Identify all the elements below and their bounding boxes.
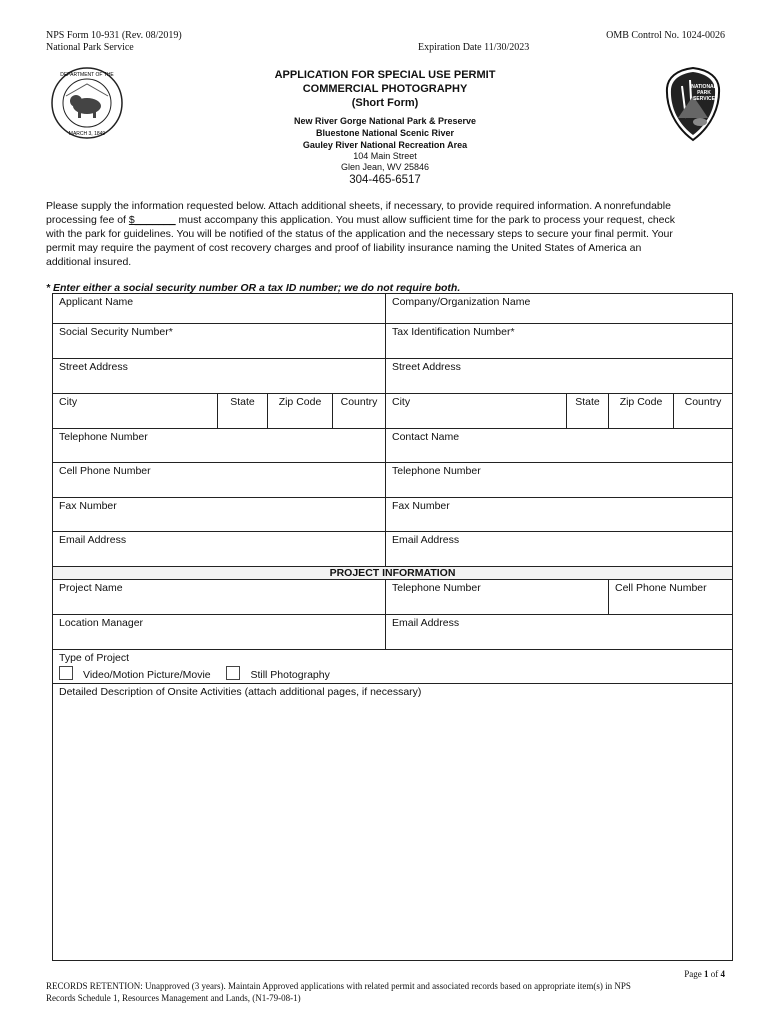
svg-text:NATIONAL: NATIONAL xyxy=(691,84,717,90)
zip-left-field[interactable] xyxy=(268,394,333,429)
svg-text:SERVICE: SERVICE xyxy=(693,96,715,102)
description-label: Detailed Description of Onsite Activities (attach additional pages, if necessary) xyxy=(59,686,422,698)
tax-id-label: Tax Identification Number* xyxy=(392,326,515,338)
intro-line-5: additional insured. xyxy=(46,256,132,268)
email-label: Email Address xyxy=(392,617,460,629)
telephone-label: Telephone Number xyxy=(59,431,148,443)
type-of-project-field xyxy=(53,650,733,684)
email-left-field[interactable] xyxy=(53,532,386,567)
intro-paragraph xyxy=(46,199,726,269)
still-photography-checkbox[interactable] xyxy=(226,666,240,680)
city-label: City xyxy=(59,396,78,408)
fax-right-field[interactable] xyxy=(386,498,733,532)
form-subtitle: COMMERCIAL PHOTOGRAPHY xyxy=(302,83,468,95)
park-name-1: New River Gorge National Park & Preserve xyxy=(293,116,477,126)
intro-line-2: processing fee of $_______ must accompany this application. You must allow sufficient time for the park to process your request, check xyxy=(46,214,675,226)
location-manager-label: Location Manager xyxy=(59,617,144,629)
agency-name: National Park Service xyxy=(46,42,134,53)
project-info-heading: PROJECT INFORMATION xyxy=(53,567,733,580)
video-checkbox[interactable] xyxy=(59,666,73,680)
email-label: Email Address xyxy=(392,534,460,546)
fax-left-field[interactable] xyxy=(53,498,386,532)
street-address-left-field[interactable] xyxy=(53,359,386,394)
intro-line-3: with the park for guidelines. You will be notified of the status of the application and the necessary steps to secure your final permit. Your xyxy=(46,228,673,240)
form-number: NPS Form 10-931 (Rev. 08/2019) xyxy=(46,30,182,41)
form-variant: (Short Form) xyxy=(351,97,419,109)
expiration-date: Expiration Date 11/30/2023 xyxy=(418,42,530,53)
park-name-3: Gauley River National Recreation Area xyxy=(302,140,468,150)
project-name-label: Project Name xyxy=(59,582,123,594)
cell-phone-label: Cell Phone Number xyxy=(59,465,151,477)
state-label: State xyxy=(575,396,600,408)
project-name-field[interactable] xyxy=(53,580,386,615)
video-option-label: Video/Motion Picture/Movie xyxy=(83,669,211,681)
applicant-name-label: Applicant Name xyxy=(59,296,134,308)
fee-blank: $_______ xyxy=(128,214,176,226)
fax-label: Fax Number xyxy=(392,500,450,512)
park-address-1: 104 Main Street xyxy=(353,151,417,161)
city-left-field[interactable] xyxy=(53,394,218,429)
park-name-2: Bluestone National Scenic River xyxy=(315,128,455,138)
still-option-label: Still Photography xyxy=(250,669,330,681)
state-label: State xyxy=(230,396,255,408)
state-right-field[interactable] xyxy=(567,394,609,429)
project-telephone-field[interactable] xyxy=(386,580,609,615)
svg-text:DEPARTMENT OF THE: DEPARTMENT OF THE xyxy=(60,72,114,78)
email-right-field[interactable] xyxy=(386,532,733,567)
country-left-field[interactable] xyxy=(333,394,386,429)
type-of-project-label: Type of Project xyxy=(59,652,130,664)
telephone-right-field[interactable] xyxy=(386,463,733,498)
ssn-label: Social Security Number* xyxy=(59,326,173,338)
title-block xyxy=(185,68,585,188)
email-label: Email Address xyxy=(59,534,127,546)
city-label: City xyxy=(392,396,411,408)
project-email-field[interactable] xyxy=(386,615,733,650)
omb-control: OMB Control No. 1024-0026 xyxy=(606,30,725,41)
ssn-note: * Enter either a social security number OR a tax ID number; we do not require both. xyxy=(46,282,461,294)
contact-name-field[interactable] xyxy=(386,429,733,463)
country-label: Country xyxy=(340,396,378,408)
cell-phone-field[interactable] xyxy=(53,463,386,498)
svg-text:MARCH 3, 1849: MARCH 3, 1849 xyxy=(68,131,106,137)
intro-line-1: Please supply the information requested below. Attach additional sheets, if necessary, to provide required information. A nonrefundable xyxy=(46,200,671,212)
park-address-2: Glen Jean, WV 25846 xyxy=(340,162,430,172)
form-title: APPLICATION FOR SPECIAL USE PERMIT xyxy=(274,69,496,81)
country-right-field[interactable] xyxy=(674,394,733,429)
zip-right-field[interactable] xyxy=(609,394,674,429)
application-form xyxy=(52,293,733,961)
tax-id-field[interactable] xyxy=(386,324,733,359)
retention-line-1: RECORDS RETENTION: Unapproved (3 years). Maintain Approved applications with related permit and associated records based on appropriate item(s) in NPS xyxy=(46,981,631,991)
nps-arrowhead-icon xyxy=(664,66,722,142)
intro-line-4: permit may require the payment of cost recovery charges and proof of liability insurance naming the United States of America an xyxy=(46,242,642,254)
page-number: Page 1 of 4 xyxy=(684,969,725,979)
records-retention xyxy=(46,980,736,1004)
zip-label: Zip Code xyxy=(278,396,322,408)
doi-seal-icon xyxy=(50,66,124,140)
telephone-label: Telephone Number xyxy=(392,582,481,594)
telephone-left-field[interactable] xyxy=(53,429,386,463)
city-right-field[interactable] xyxy=(386,394,567,429)
contact-name-label: Contact Name xyxy=(392,431,460,443)
street-address-label: Street Address xyxy=(392,361,461,373)
project-cell-field[interactable] xyxy=(609,580,733,615)
applicant-name-field[interactable] xyxy=(53,294,386,324)
company-name-field[interactable] xyxy=(386,294,733,324)
street-address-label: Street Address xyxy=(59,361,128,373)
location-manager-field[interactable] xyxy=(53,615,386,650)
description-field[interactable] xyxy=(53,684,733,961)
company-name-label: Company/Organization Name xyxy=(392,296,531,308)
svg-text:PARK: PARK xyxy=(697,90,711,96)
fax-label: Fax Number xyxy=(59,500,117,512)
telephone-label: Telephone Number xyxy=(392,465,481,477)
park-phone: 304-465-6517 xyxy=(349,174,421,186)
zip-label: Zip Code xyxy=(619,396,663,408)
ssn-field[interactable] xyxy=(53,324,386,359)
state-left-field[interactable] xyxy=(218,394,268,429)
street-address-right-field[interactable] xyxy=(386,359,733,394)
country-label: Country xyxy=(684,396,722,408)
retention-line-2: Records Schedule 1, Resources Management and Lands, (N1-79-08-1) xyxy=(46,993,301,1003)
cell-phone-label: Cell Phone Number xyxy=(615,582,707,594)
